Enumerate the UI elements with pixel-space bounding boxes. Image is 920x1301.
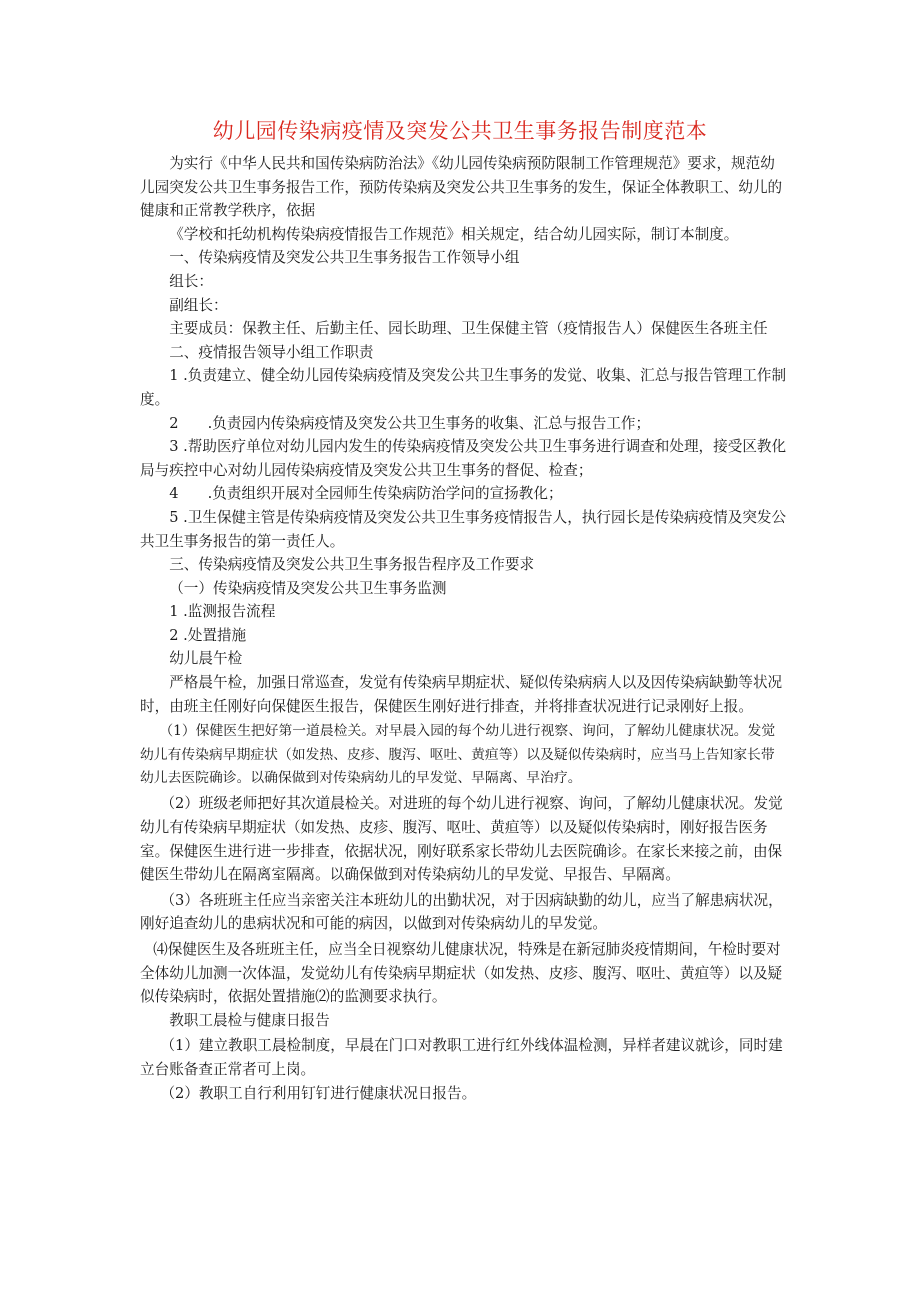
duty-item-4: 4 .负责组织开展对全园师生传染病防治学问的宣扬教化；	[169, 485, 563, 503]
intro-paragraph-continued: 《学校和托幼机构传染病疫情报告工作规范》相关规定，结合幼儿园实际，制订本制度。	[169, 225, 739, 243]
group-members: 主要成员：保教主任、后勤主任、园长助理、卫生保健主管（疫情报告人）保健医生各班主任	[169, 320, 768, 338]
check-rule-1: （1）保健医生把好第一道晨检关。对早晨入园的每个幼儿进行视察、询问，了解幼儿健康状况。发觉幼儿有传染病早期症状（如发热、皮疹、腹泻、呕吐、黄疸等）以及疑似传染病时，应当马上告知家长带幼儿去医院确诊。以确保做到对传染病幼儿的早发觉、早隔离、早治疗。	[140, 723, 776, 787]
check-rule-3: （3）各班班主任应当亲密关注本班幼儿的出勤状况，对于因病缺勤的幼儿，应当了解患病状况，刚好追查幼儿的患病状况和可能的病因，以做到对传染病幼儿的早发觉。	[140, 891, 783, 933]
section-heading-2: 二、疫情报告领导小组工作职责	[169, 343, 374, 361]
monitoring-item-1: 1 .监测报告流程	[169, 603, 276, 621]
duty-item-5: 5 .卫生保健主管是传染病疫情及突发公共卫生事务疫情报告人，执行园长是传染病疫情及突发公共卫生事务报告的第一责任人。	[140, 508, 787, 550]
child-check-heading: 幼儿晨午检	[169, 650, 243, 668]
staff-rule-1: （1）建立教职工晨检制度，早晨在门口对教职工进行红外线体温检测，异样者建议就诊，同时建立台账备查正常者可上岗。	[140, 1037, 783, 1078]
duty-item-1: 1 .负责建立、健全幼儿园传染病疫情及突发公共卫生事务的发觉、收集、汇总与报告管理工作制度。	[140, 367, 787, 408]
duty-item-2: 2 .负责园内传染病疫情及突发公共卫生事务的收集、汇总与报告工作；	[169, 414, 651, 432]
staff-rule-2: （2）教职工自行利用钉钉进行健康状况日报告。	[160, 1084, 477, 1102]
document-body	[140, 152, 788, 1105]
group-leader: 组长：	[169, 272, 213, 290]
intro-paragraph: 为实行《中华人民共和国传染病防治法》《幼儿园传染病预防限制工作管理规范》要求，规范幼儿园突发公共卫生事务报告工作，预防传染病及突发公共卫生事务的发生，保证全体教职工、幼儿的健康和正常教学秩序，依据	[140, 155, 783, 220]
check-rule-4: ⑷保健医生及各班班主任，应当全日视察幼儿健康状况，特殊是在新冠肺炎疫情期间，午检时要对全体幼儿加测一次体温，发觉幼儿有传染病早期症状（如发热、皮疹、腹泻、呕吐、黄疸等）以及疑似传染病时，依据处置措施⑵的监测要求执行。	[140, 941, 783, 1006]
group-deputy-leader: 副组长：	[169, 296, 228, 314]
check-rule-2: （2）班级老师把好其次道晨检关。对进班的每个幼儿进行视察、询问，了解幼儿健康状况。发觉幼儿有传染病早期症状（如发热、皮疹、腹泻、呕吐、黄疸等）以及疑似传染病时，刚好报告医务室。保健医生进行进一步排查，依据状况，刚好联系家长带幼儿去医院确诊。在家长来接之前，由保健医生带幼儿在隔离室隔离。以确保做到对传染病幼儿的早发觉、早报告、早隔离。	[140, 795, 783, 884]
section-heading-3: 三、传染病疫情及突发公共卫生事务报告程序及工作要求	[169, 556, 535, 574]
child-check-paragraph: 严格晨午检，加强日常巡查，发觉有传染病早期症状、疑似传染病病人以及因传染病缺勤等状况时，由班主任刚好向保健医生报告，保健医生刚好进行排查，并将排查状况进行记录刚好上报。	[140, 674, 783, 715]
monitoring-item-2: 2 .处置措施	[169, 626, 247, 644]
duty-item-3: 3 .帮助医疗单位对幼儿园内发生的传染病疫情及突发公共卫生事务进行调查和处理，接受区教化局与疾控中心对幼儿园传染病疫情及突发公共卫生事务的督促、检查；	[140, 438, 787, 479]
document-title: 幼儿园传染病疫情及突发公共卫生事务报告制度范本	[212, 119, 708, 143]
section-heading-1: 一、传染病疫情及突发公共卫生事务报告工作领导小组	[169, 249, 520, 267]
subsection-heading-monitoring: （一）传染病疫情及突发公共卫生事务监测	[169, 579, 447, 597]
staff-check-heading: 教职工晨检与健康日报告	[169, 1011, 330, 1029]
